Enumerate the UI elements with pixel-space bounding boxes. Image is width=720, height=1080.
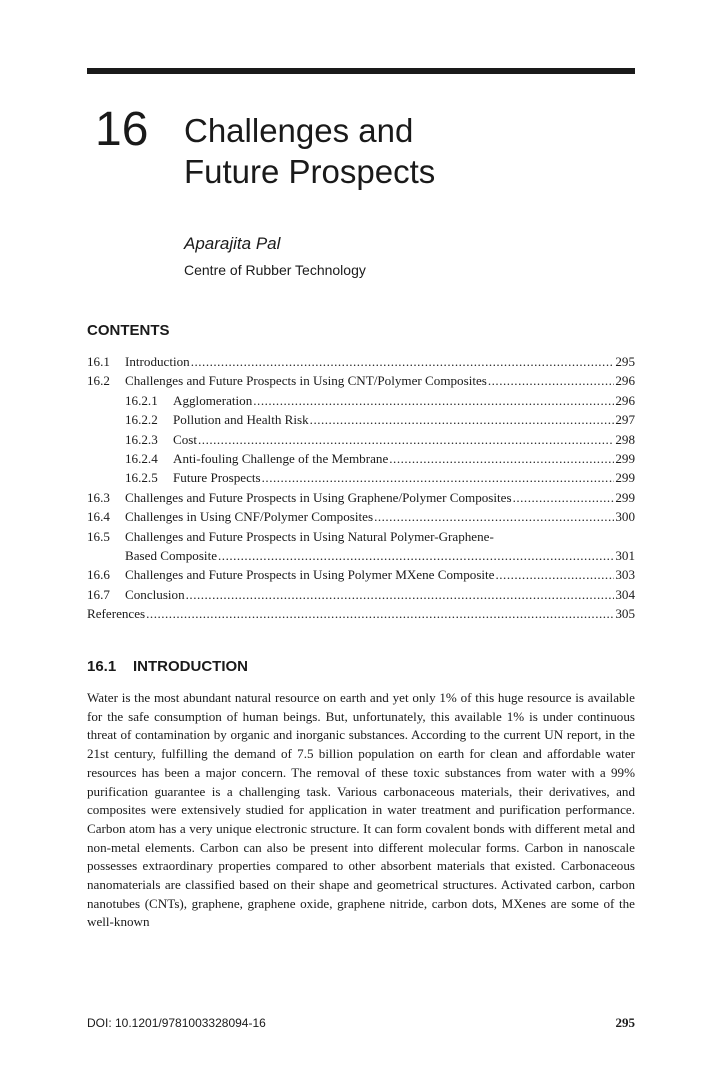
chapter-title-line-2: Future Prospects (184, 153, 436, 190)
chapter-top-rule (87, 68, 635, 74)
toc-entry-page: 305 (615, 606, 635, 622)
toc-entry-page: 299 (615, 489, 635, 505)
toc-entry[interactable] (87, 412, 635, 431)
author-affiliation: Centre of Rubber Technology (184, 262, 366, 278)
toc-entry-title: Challenges and Future Prospects in Using Polymer MXene Composite (125, 567, 495, 583)
toc-leader-dots (374, 509, 614, 525)
document-page (87, 0, 635, 1080)
toc-entry-number: 16.3 (87, 489, 110, 505)
toc-entry-number: 16.2 (87, 373, 110, 389)
toc-leader-dots (513, 490, 615, 506)
body-paragraph: Water is the most abundant natural resource on earth and yet only 1% of this huge resource is available for the safe consumption of human beings. But, unfortunately, this available 1% is under continuous threat of contamination by organic and inorganic substances. According to the current UN report, in the 21st century, fulfilling the demand of 7.5 billion population on earth for clean and affordable water resources has been a major concern. The removal of these toxic substances from water with a 99% purification guarantee is a challenging task. Various carbonaceous materials, their derivatives, and composites were extensively studied for application in water treatment and purification performance. Carbon atom has a very unique electronic structure. It can form covalent bonds with different metal and non-metal elements. Carbon can also be present into different molecular forms. Carbon in nanoscale possesses extraordinary properties compared to other absorbent materials that existed. Carbonaceous nanomaterials are classified based on their shape and geometrical structures. Activated carbon, carbon nanotubes (CNTs), graphene, graphene oxide, graphene nitride, carbon dots, MXenes are some of the well-known (87, 690, 635, 930)
section-number: 16.1 (87, 658, 117, 675)
toc-entry[interactable] (87, 373, 635, 392)
toc-entry[interactable] (87, 432, 635, 451)
toc-entry[interactable] (87, 490, 635, 509)
toc-leader-dots (253, 393, 614, 409)
toc-leader-dots (496, 567, 615, 583)
footer-doi: DOI: 10.1201/9781003328094-16 (87, 1016, 266, 1030)
toc-entry-number: 16.5 (87, 528, 110, 544)
toc-leader-dots (488, 373, 614, 389)
toc-entry-title: Conclusion (125, 586, 185, 602)
toc-entry-page: 295 (615, 354, 635, 369)
toc-leader-dots (310, 412, 615, 428)
contents-heading: CONTENTS (87, 322, 170, 339)
toc-entry-title: References (87, 606, 146, 622)
toc-leader-dots (191, 354, 615, 370)
toc-entry-title: Future Prospects (173, 470, 261, 486)
toc-entry-number: 16.7 (87, 586, 110, 602)
toc-entry-page: 296 (615, 392, 635, 408)
toc-entry[interactable] (87, 393, 635, 412)
chapter-title-line-1: Challenges and (184, 112, 414, 149)
toc-entry-title: Challenges and Future Prospects in Using Graphene/Polymer Composites (125, 489, 512, 505)
toc-entry-number: 16.6 (87, 567, 110, 583)
toc-entry-title: Introduction (125, 354, 190, 369)
toc-entry-number: 16.2.3 (125, 431, 158, 447)
toc-entry-number: 16.1 (87, 354, 110, 369)
toc-entry-number: 16.2.5 (125, 470, 158, 486)
section-title: INTRODUCTION (133, 658, 248, 675)
author-name: Aparajita Pal (184, 234, 281, 253)
toc-entry-title: Based Composite (125, 547, 218, 563)
chapter-number: 16 (95, 103, 149, 156)
toc-leader-dots (218, 548, 614, 564)
toc-leader-dots (146, 606, 614, 622)
toc-leader-dots (198, 432, 614, 448)
toc-entry[interactable] (87, 509, 635, 528)
toc-leader-dots (262, 470, 615, 486)
toc-entry-title: Anti-fouling Challenge of the Membrane (173, 450, 389, 466)
toc-entry-number: 16.4 (87, 509, 110, 525)
toc-entry-page: 304 (615, 586, 635, 602)
toc-entry[interactable] (87, 567, 635, 586)
toc-entry-number: 16.2.2 (125, 412, 158, 428)
toc-entry-number: 16.2.1 (125, 392, 158, 408)
toc-entry-number: 16.2.4 (125, 450, 158, 466)
toc-entry-title: Challenges in Using CNF/Polymer Composites (125, 509, 374, 525)
toc-entry-title: Agglomeration (173, 392, 253, 408)
toc-entry-title: Cost (173, 431, 198, 447)
toc-entry[interactable] (87, 529, 635, 548)
toc-entry-title: Pollution and Health Risk (173, 412, 309, 428)
toc-entry-title: Challenges and Future Prospects in Using CNT/Polymer Composites (125, 373, 487, 389)
toc-entry[interactable] (87, 606, 635, 625)
toc-entry-page: 303 (615, 567, 635, 583)
toc-entry[interactable] (87, 470, 635, 489)
toc-entry[interactable] (87, 451, 635, 470)
toc-leader-dots (186, 587, 615, 603)
toc-entry-page: 296 (615, 373, 635, 389)
section-heading (87, 658, 248, 675)
table-of-contents (87, 354, 635, 625)
toc-entry-page: 298 (615, 431, 635, 447)
toc-entry-continuation[interactable] (87, 548, 635, 567)
toc-entry[interactable] (87, 587, 635, 606)
toc-entry-page: 297 (615, 412, 635, 428)
toc-leader-dots (389, 451, 614, 467)
toc-entry[interactable] (87, 354, 635, 373)
chapter-title (184, 110, 435, 192)
toc-entry-page: 300 (615, 509, 635, 525)
toc-entry-page: 299 (615, 470, 635, 486)
toc-entry-page: 301 (615, 547, 635, 563)
toc-entry-title: Challenges and Future Prospects in Using Natural Polymer-Graphene- (125, 528, 494, 544)
footer-page-number: 295 (615, 1015, 635, 1030)
toc-entry-page: 299 (615, 450, 635, 466)
